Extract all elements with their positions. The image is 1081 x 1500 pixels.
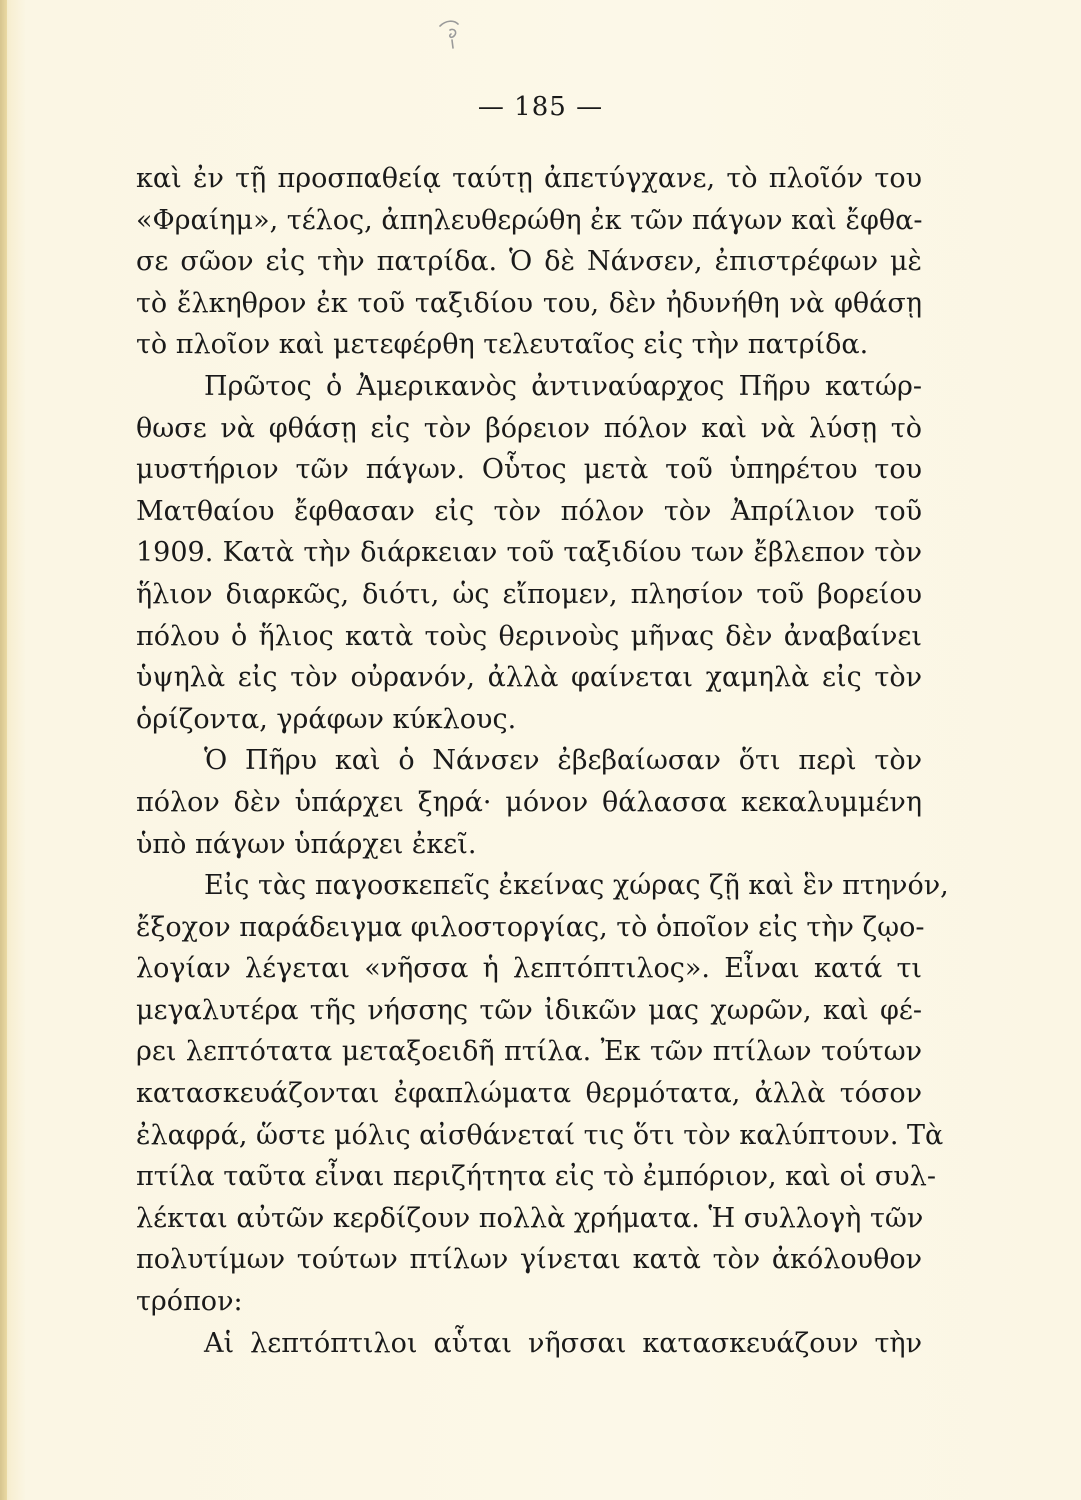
- text-line: «Φραίημ», τέλος, ἀπηλευθερώθη ἐκ τῶν πάγων καὶ ἔφθα-: [136, 204, 923, 236]
- text-line: λογίαν λέγεται «νῆσσα ἡ λεπτόπτιλος». Εἶναι κατά τι: [136, 953, 922, 985]
- body-text: [136, 158, 949, 1364]
- text-line: Πρῶτος ὁ Ἀμερικανὸς ἀντιναύαρχος Πῆρυ κατώρ-: [204, 370, 922, 402]
- text-line: Ματθαίου ἔφθασαν εἰς τὸν πόλον τὸν Ἀπρίλιον τοῦ: [136, 495, 922, 527]
- text-line: Αἱ λεπτόπτιλοι αὗται νῆσσαι κατασκευάζουν τὴν: [204, 1327, 922, 1359]
- text-line: ρει λεπτότατα μεταξοειδῆ πτίλα. Ἐκ τῶν πτίλων τούτων: [136, 1036, 922, 1068]
- page-binding-edge: [0, 0, 7, 1500]
- text-line: τρόπον:: [136, 1286, 243, 1318]
- page-number: — 185 —: [477, 92, 604, 122]
- text-line: ὑψηλὰ εἰς τὸν οὐρανόν, ἀλλὰ φαίνεται χαμηλὰ εἰς τὸν: [136, 662, 922, 694]
- text-line: σε σῶον εἰς τὴν πατρίδα. Ὁ δὲ Νάνσεν, ἐπιστρέφων μὲ: [136, 246, 922, 278]
- text-line: Ὁ Πῆρυ καὶ ὁ Νάνσεν ἐβεβαίωσαν ὅτι περὶ τὸν: [204, 745, 922, 777]
- text-line: μεγαλυτέρα τῆς νήσσης τῶν ἰδικῶν μας χωρῶν, καὶ φέ-: [136, 994, 922, 1026]
- pencil-mark-icon: [436, 18, 466, 52]
- text-line: ἥλιον διαρκῶς, διότι, ὡς εἴπομεν, πλησίον τοῦ βορείου: [136, 578, 922, 610]
- text-line: ἔξοχον παράδειγμα φιλοστοργίας, τὸ ὁποῖον εἰς τὴν ζῳο-: [136, 911, 925, 943]
- text-line: μυστήριον τῶν πάγων. Οὗτος μετὰ τοῦ ὑπηρέτου του: [136, 454, 922, 486]
- text-line: ὑπὸ πάγων ὑπάρχει ἐκεῖ.: [136, 828, 477, 860]
- text-line: λέκται αὐτῶν κερδίζουν πολλὰ χρήματα. Ἡ συλλογὴ τῶν: [136, 1202, 924, 1234]
- text-line: πόλου ὁ ἥλιος κατὰ τοὺς θερινοὺς μῆνας δὲν ἀναβαίνει: [136, 620, 922, 652]
- text-line: ἐλαφρά, ὥστε μόλις αἰσθάνεταί τις ὅτι τὸν καλύπτουν. Τὰ: [136, 1119, 944, 1151]
- text-line: καὶ ἐν τῇ προσπαθείᾳ ταύτῃ ἀπετύγχανε, τὸ πλοῖόν του: [136, 163, 922, 194]
- text-line: τὸ ἔλκηθρον ἐκ τοῦ ταξιδίου του, δὲν ἠδυνήθη νὰ φθάσῃ: [136, 287, 922, 319]
- text-line: Εἰς τὰς παγοσκεπεῖς ἐκείνας χώρας ζῇ καὶ ἓν πτηνόν,: [204, 870, 949, 902]
- text-line: κατασκευάζονται ἐφαπλώματα θερμότατα, ἀλλὰ τόσον: [136, 1078, 922, 1110]
- text-line: πτίλα ταῦτα εἶναι περιζήτητα εἰς τὸ ἐμπόριον, καὶ οἱ συλ-: [136, 1161, 936, 1193]
- text-line: θωσε νὰ φθάσῃ εἰς τὸν βόρειον πόλον καὶ νὰ λύσῃ τὸ: [136, 412, 922, 444]
- text-line: πόλον δὲν ὑπάρχει ξηρά· μόνον θάλασσα κεκαλυμμένη: [136, 786, 922, 818]
- text-line: πολυτίμων τούτων πτίλων γίνεται κατὰ τὸν ἀκόλουθον: [136, 1244, 922, 1276]
- text-line: ὁρίζοντα, γράφων κύκλους.: [136, 703, 517, 735]
- text-line: 1909. Κατὰ τὴν διάρκειαν τοῦ ταξιδίου των ἔβλεπον τὸν: [136, 537, 922, 569]
- text-line: τὸ πλοῖον καὶ μετεφέρθη τελευταῖος εἰς τὴν πατρίδα.: [136, 329, 869, 361]
